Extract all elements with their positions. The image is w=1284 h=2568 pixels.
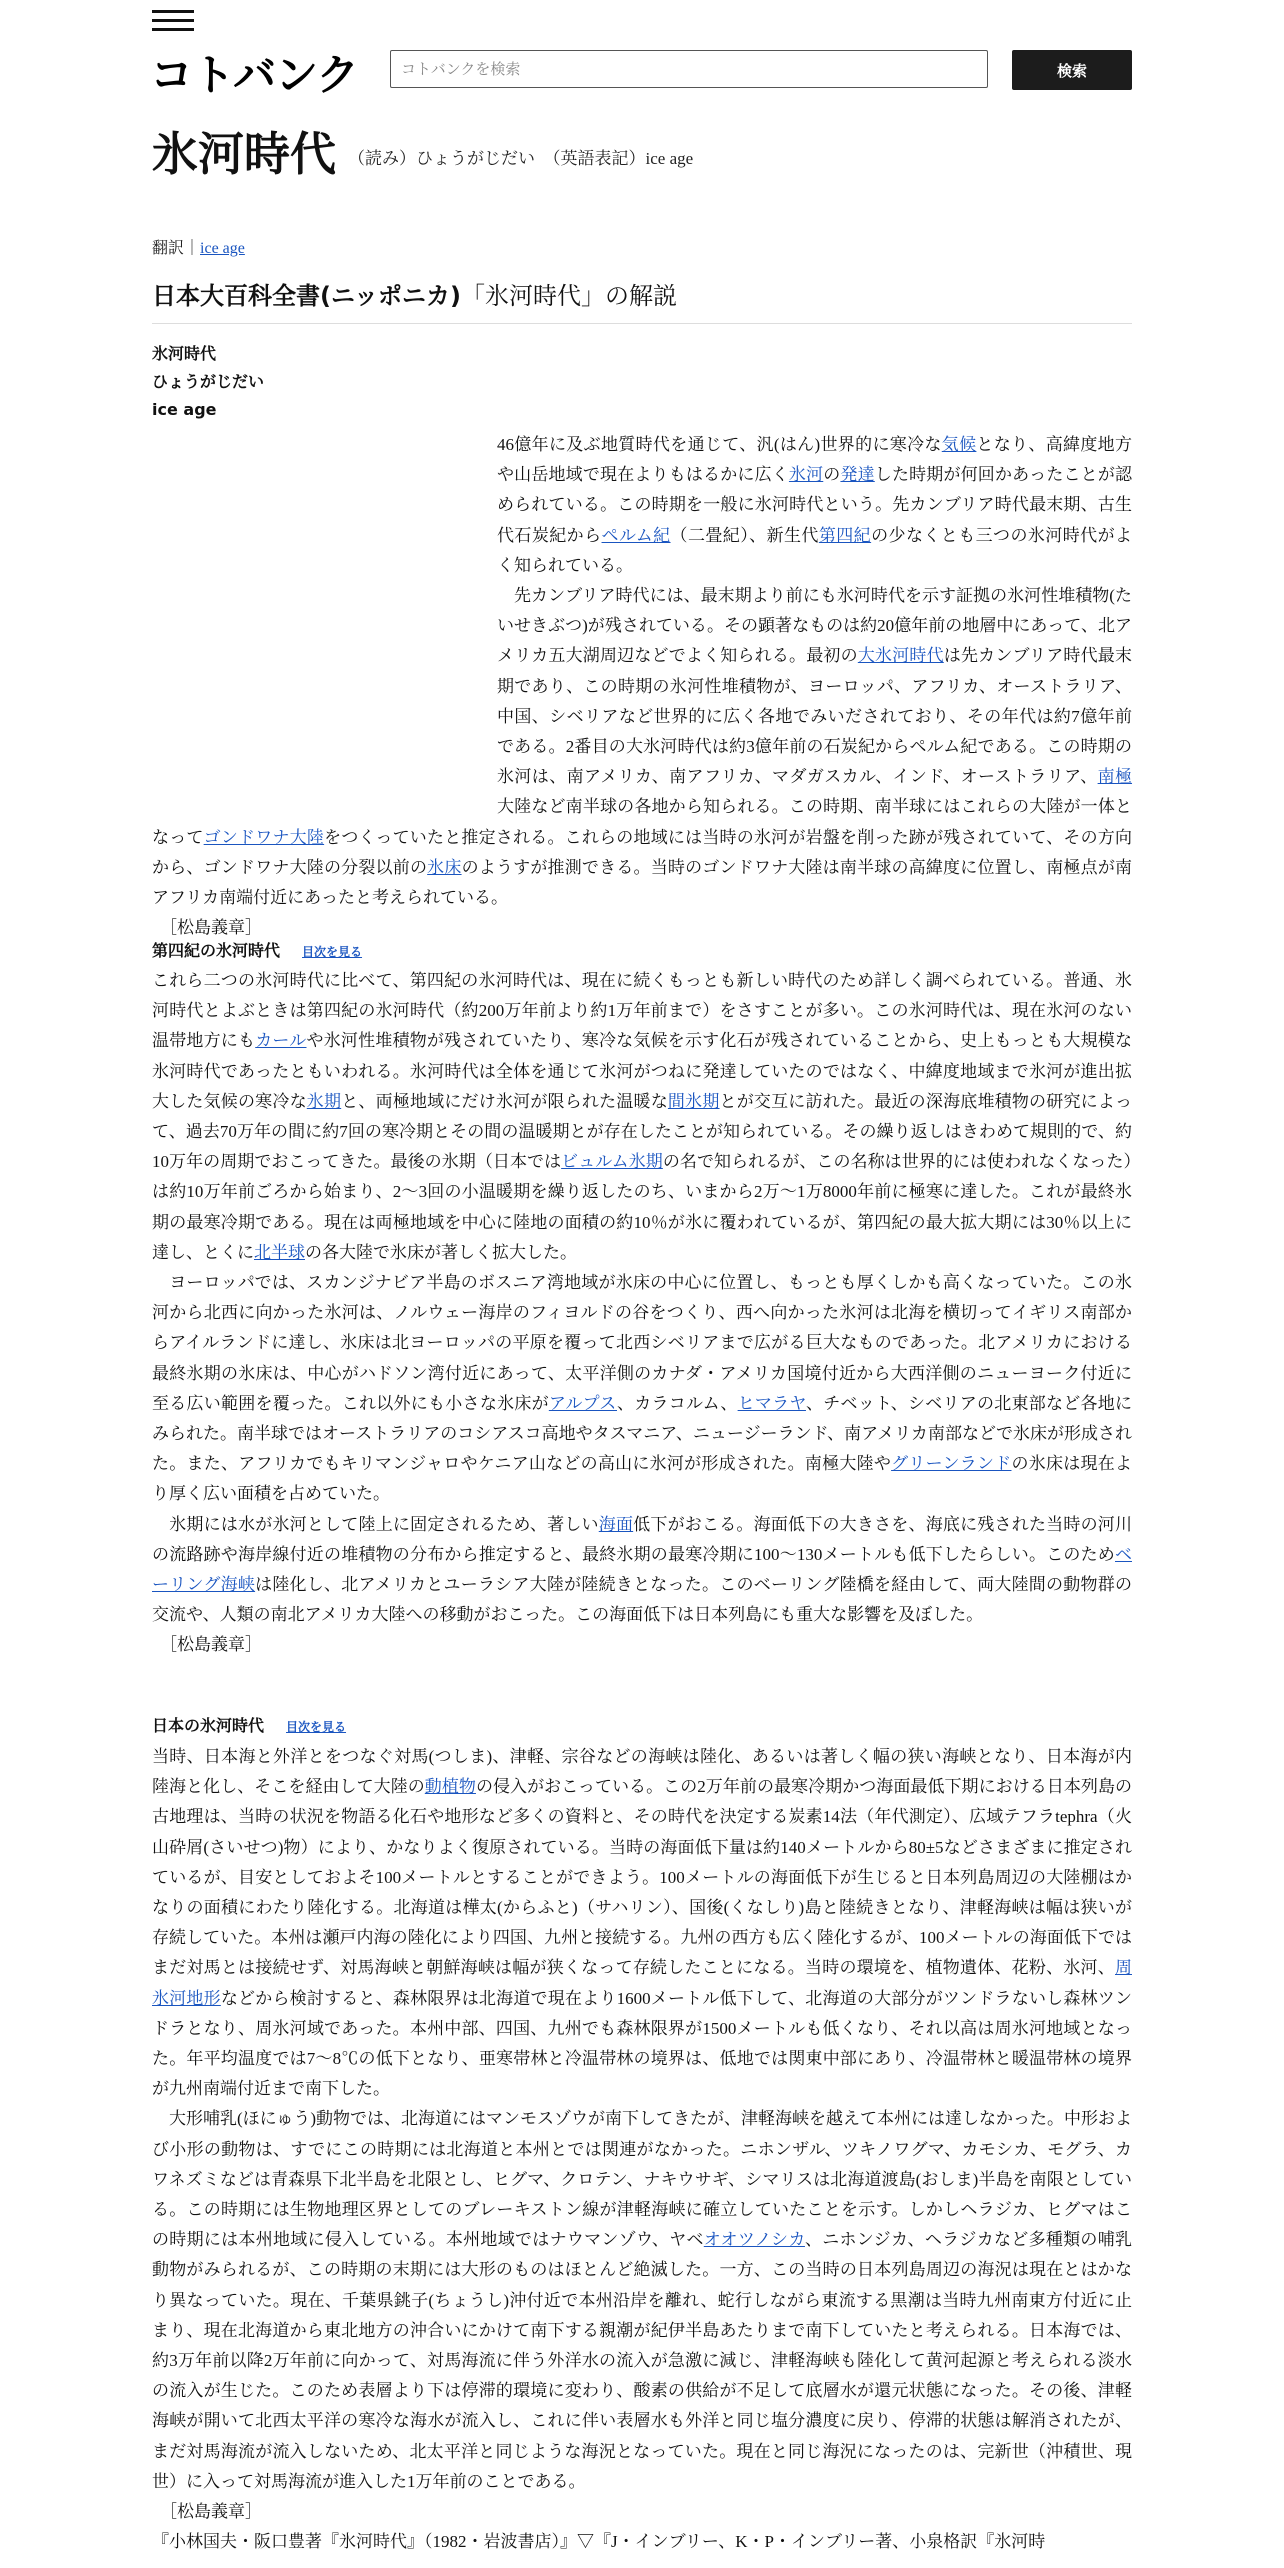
section-heading-quaternary: 第四紀の氷河時代 目次を見る xyxy=(152,941,363,960)
quaternary-paragraph-1: これら二つの氷河時代に比べて、第四紀の氷河時代は、現在に続くもっとも新しい時代のため詳しく調べられている。普通、氷河時代とよぶときは第四紀の氷河時代（約200万年前より約1万年前まで）をさすことが多い。この氷河時代は、現在氷河のない温帯地方にもカールや氷河性堆積物が残されていたり、寒冷な気候を示す化石が残されていることから、史上もっとも大規模な氷河時代であったともいわれる。氷河時代は全体を通じて氷河がつねに発達していたのではなく、中緯度地域まで氷河が進出拡大した気候の寒冷な氷期と、両極地域にだけ氷河が限られた温暖な間氷期とが交互に訪れた。最近の深海底堆積物の研究によって、過去70万年の間に約7回の寒冷期とその間の温暖期とが存在したことが知られている。その繰り返しはきわめて規則的で、約10万年の周期でおこってきた。最後の氷期（日本ではビュルム氷期の名で知られるが、この名称は世界的には使われなくなった）は約10万年前ごろから始まり、2～3回の小温暖期を繰り返したのち、いまから2万～1万8000年前に極寒に達した。これが最終氷期の最寒冷期である。現在は両極地域を中心に陸地の面積の約10％が氷に覆われているが、第四紀の最大拡大期には30％以上に達し、とくに北半球の各大陸で氷床が著しく拡大した。 xyxy=(152,971,1133,1262)
section-japan-body xyxy=(152,1742,1132,2557)
toc-link-japan[interactable]: 目次を見る xyxy=(286,1720,347,1734)
term-english: ice age xyxy=(152,400,217,419)
menu-icon[interactable] xyxy=(152,10,194,32)
link-kikou[interactable]: 気候 xyxy=(941,435,977,454)
link-flora-fauna[interactable]: 動植物 xyxy=(424,1777,476,1797)
intro-body xyxy=(152,430,1132,943)
japan-author: ［松島義章］ xyxy=(160,2502,262,2522)
link-antarctica[interactable]: 南極 xyxy=(1097,767,1133,787)
link-glacial-period[interactable]: 氷期 xyxy=(306,1091,342,1111)
intro-paragraph-1: 46億年に及ぶ地質時代を通じて、汎(はん)世界的に寒冷な気候となり、高緯度地方や山岳地域で現在よりもはるかに広く氷河の発達した時期が何回かあったことが認められている。この時期を一般に氷河時代という。先カンブリア時代最末期、古生代石炭紀からペルム紀（二畳紀）、新生代第四紀の少なくとも三つの氷河時代がよく知られている。 xyxy=(497,435,1133,575)
link-bering[interactable]: ベーリング海峡 xyxy=(152,1544,1132,1595)
search-button[interactable]: 検索 xyxy=(1012,50,1132,90)
quaternary-author: ［松島義章］ xyxy=(160,1635,262,1655)
quaternary-paragraph-3: 氷期には水が氷河として陸上に固定されるため、著しい海面低下がおこる。海面低下の大きさを、海底に残された当時の河川の流路跡や海岸線付近の堆積物の分布から推定すると、最終氷期の最寒冷期に100～130メートルも低下したらしい。このためベーリング海峡は陸化し、北アメリカとユーラシア大陸が陸続きとなった。このベーリング陸橋を経由して、両大陸間の動物群の交流や、人類の南北アメリカ大陸への移動がおこった。この海面低下は日本列島にも重大な影響を及ぼした。 xyxy=(152,1514,1133,1625)
link-himalaya[interactable]: ヒマラヤ xyxy=(737,1393,806,1413)
intro-author: ［松島義章］ xyxy=(160,918,262,938)
japan-paragraph-2: 大形哺乳(ほにゅう)動物では、北海道にはマンモスゾウが南下してきたが、津軽海峡を越えて本州には達しなかった。中形および小形の動物は、すでにこの時期には北海道と本州とでは関連がなかった。ニホンザル、ツキノワグマ、カモシカ、モグラ、カワネズミなどは青森県下北半島を北限とし、ヒグマ、クロテン、ナキウサギ、シマリスは北海道渡島(おしま)半島を南限としている。この時期には生物地理区界としてのブレーキストン線が津軽海峡に確立していたことを示す。しかしヘラジカ、ヒグマはこの時期には本州地域に侵入している。本州地域ではナウマンゾウ、ヤベオオツノシカ、ニホンジカ、ヘラジカなど多種類の哺乳動物がみられるが、この時期の末期には大形のものはほとんど絶滅した。一方、この当時の日本列島周辺の海況は現在とはかなり異なっていた。現在、千葉県銚子(ちょうし)沖付近で本州沿岸を離れ、蛇行しながら東流する黒潮は当時九州南東方付近に止まり、現在北海道から東北地方の沖合いにかけて南下する親潮が紀伊半島あたりまで南下していたと考えられる。日本海では、約3万年前以降2万年前に向かって、対馬海流に伴う外洋水の流入が急激に減じ、津軽海峡も陸化して黄河起源と考えられる淡水の流入が生じた。このため表層より下は停滞的環境に変わり、酸素の供給が不足して底層水が還元状態になった。その後、津軽海峡が開いて北西太平洋の寒冷な海水が流入し、これに伴い表層水も外洋と同じ塩分濃度に戻り、停滞的状態は解消されたが、まだ対馬海流が流入しないため、北太平洋と同じような海況となっていた。現在と同じ海況になったのは、完新世（沖積世、現世）に入って対馬海流が進入した1万年前のことである。 xyxy=(152,2109,1132,2491)
link-interglacial[interactable]: 間氷期 xyxy=(667,1091,720,1111)
translation-link[interactable]: ice age xyxy=(200,240,245,257)
link-greenland[interactable]: グリーンランド xyxy=(891,1454,1012,1474)
source-name: 日本大百科全書(ニッポニカ) xyxy=(152,282,461,310)
link-sea-level[interactable]: 海面 xyxy=(598,1514,634,1534)
japan-paragraph-1: 当時、日本海と外洋とをつなぐ対馬(つしま)、津軽、宗谷などの海峡は陸化、あるいは著しく幅の狭い海峡となり、日本海が内陸海と化し、そこを経由して大陸の動植物の侵入がおこっている。この2万年前の最寒冷期かつ海面最低下期における日本列島の古地理は、当時の状況を物語る化石や地形など多くの資料と、その時代を決定する炭素14法（年代測定）、広域テフラtephra（火山砕屑(さいせつ)物）により、かなりよく復原されている。当時の海面低下量は約140メートルから80±5などさまざまに推定されているが、目安としておよそ100メートルとすることができよう。100メートルの海面低下が生じると日本列島周辺の大陸棚はかなりの面積にわたり陸化する。北海道は樺太(からふと)（サハリン）、国後(くなしり)島と陸続きとなり、津軽海峡は幅は狭いが存続していた。本州は瀬戸内海の陸化により四国、九州と接続する。九州の西方も広く陸化するが、100メートルの海面低下ではまだ対馬とは接続せず、対馬海峡と朝鮮海峡は幅が狭くなって存続したことになる。当時の環境を、植物遺体、花粉、氷河、周氷河地形などから検討すると、森林限界は北海道で現在より1600メートル低下して、北海道の大部分がツンドラないし森林ツンドラとなり、周氷河域であった。本州中部、四国、九州でも森林限界が1500メートルも低くなり、それ以高は周氷河地域となった。年平均温度では7～8℃の低下となり、亜寒帯林と冷温帯林の境界は、低地では関東中部にあり、冷温帯林と暖温帯林の境界が九州南端付近まで南下した。 xyxy=(152,1747,1132,2099)
link-cirque[interactable]: カール xyxy=(255,1031,307,1051)
page-title: 氷河時代 xyxy=(152,127,336,181)
link-quaternary[interactable]: 第四紀 xyxy=(818,525,872,545)
quaternary-paragraph-2: ヨーロッパでは、スカンジナビア半島のボスニア湾地域が氷床の中心に位置し、もっとも厚くしかも高くなっていた。この氷河から北西に向かった氷河は、ノルウェー海岸のフィヨルドの谷をつくり、西へ向かった氷河は北海を横切ってイギリス南部からアイルランドに達し、氷床は北ヨーロッパの平原を覆って北西シベリアまで広がる巨大なものであった。北アメリカにおける最終氷期の氷床は、中心がハドソン湾付近にあって、太平洋側のカナダ・アメリカ国境付近から大西洋側のニューヨーク付近に至る広い範囲を覆った。これ以外にも小さな氷床がアルプス、カラコルム、ヒマラヤ、チベット、シベリアの北東部など各地にみられた。南半球ではオーストラリアのコシアスコ高地やタスマニア、ニュージーランド、南アメリカ南部などで氷床が形成された。また、アフリカでもキリマンジャロやケニア山などの高山に氷河が形成された。南極大陸やグリーンランドの氷床は現在より厚く広い面積を占めていた。 xyxy=(152,1273,1132,1504)
link-ice-sheet[interactable]: 氷床 xyxy=(427,857,462,877)
translation-label: 翻訳｜ xyxy=(152,240,201,257)
link-periglacial[interactable]: 周氷河地形 xyxy=(152,1958,1132,2008)
translation-line xyxy=(152,235,245,258)
source-heading xyxy=(152,276,1132,324)
toc-link-quaternary[interactable]: 目次を見る xyxy=(302,945,363,959)
intro-paragraph-2: 先カンブリア時代には、最末期より前にも氷河時代を示す証拠の氷河性堆積物(たいせきぶつ)が残されている。その顕著なものは約20億年前の地層中にあって、北アメリカ五大湖周辺などでよく知られる。最初の大氷河時代は先カンブリア時代最末期であり、この時期の氷河性堆積物が、ヨーロッパ、アフリカ、オーストラリア、中国、シベリアなど世界的に広く各地でみいだされており、その年代は約7億年前である。2番目の大氷河時代は約3億年前の石炭紀からペルム紀である。この時期の氷河は、南アメリカ、南アフリカ、マダガスカル、インド、オーストラリア、南極大陸など南半球の各地から知られる。この時期、南半球にはこれらの大陸が一体となってゴンドワナ大陸をつくっていたと推定される。これらの地域には当時の氷河が岩盤を削った跡が残されていて、その方向から、ゴンドワナ大陸の分裂以前の氷床のようすが推測できる。当時のゴンドワナ大陸は南半球の高緯度に位置し、南極点が南アフリカ南端付近にあったと考えられている。 xyxy=(152,586,1133,908)
link-alps[interactable]: アルプス xyxy=(548,1393,617,1413)
image-placeholder xyxy=(152,430,497,820)
source-suffix: 「氷河時代」の解説 xyxy=(460,282,677,310)
title-row xyxy=(152,118,1132,184)
link-great-ice-age[interactable]: 大氷河時代 xyxy=(857,646,944,666)
link-hattatsu[interactable]: 発達 xyxy=(840,465,875,485)
link-wurm[interactable]: ビュルム氷期 xyxy=(561,1152,663,1172)
section-heading-japan: 日本の氷河時代 目次を見る xyxy=(152,1716,347,1735)
link-hyouga[interactable]: 氷河 xyxy=(788,465,824,485)
references: 『小林国夫・阪口豊著『氷河時代』（1982・岩波書店）』▽『J・インブリー、K・P・インブリー著、小泉格訳『氷河時 xyxy=(152,2532,1046,2552)
link-permian[interactable]: ペルム紀 xyxy=(601,525,671,545)
term-block xyxy=(152,340,264,424)
term-title: 氷河時代 xyxy=(152,344,217,363)
term-reading: ひょうがじだい xyxy=(152,372,265,391)
title-reading: （読み）ひょうがじだい （英語表記）ice age xyxy=(348,149,694,168)
site-logo[interactable]: コトバンク xyxy=(150,51,359,101)
link-northern-hemisphere[interactable]: 北半球 xyxy=(254,1242,305,1262)
search-input[interactable] xyxy=(390,50,988,88)
link-gondwana[interactable]: ゴンドワナ大陸 xyxy=(203,827,325,847)
section-quaternary-body xyxy=(152,966,1132,1661)
link-giant-deer[interactable]: オオツノシカ xyxy=(703,2230,805,2250)
